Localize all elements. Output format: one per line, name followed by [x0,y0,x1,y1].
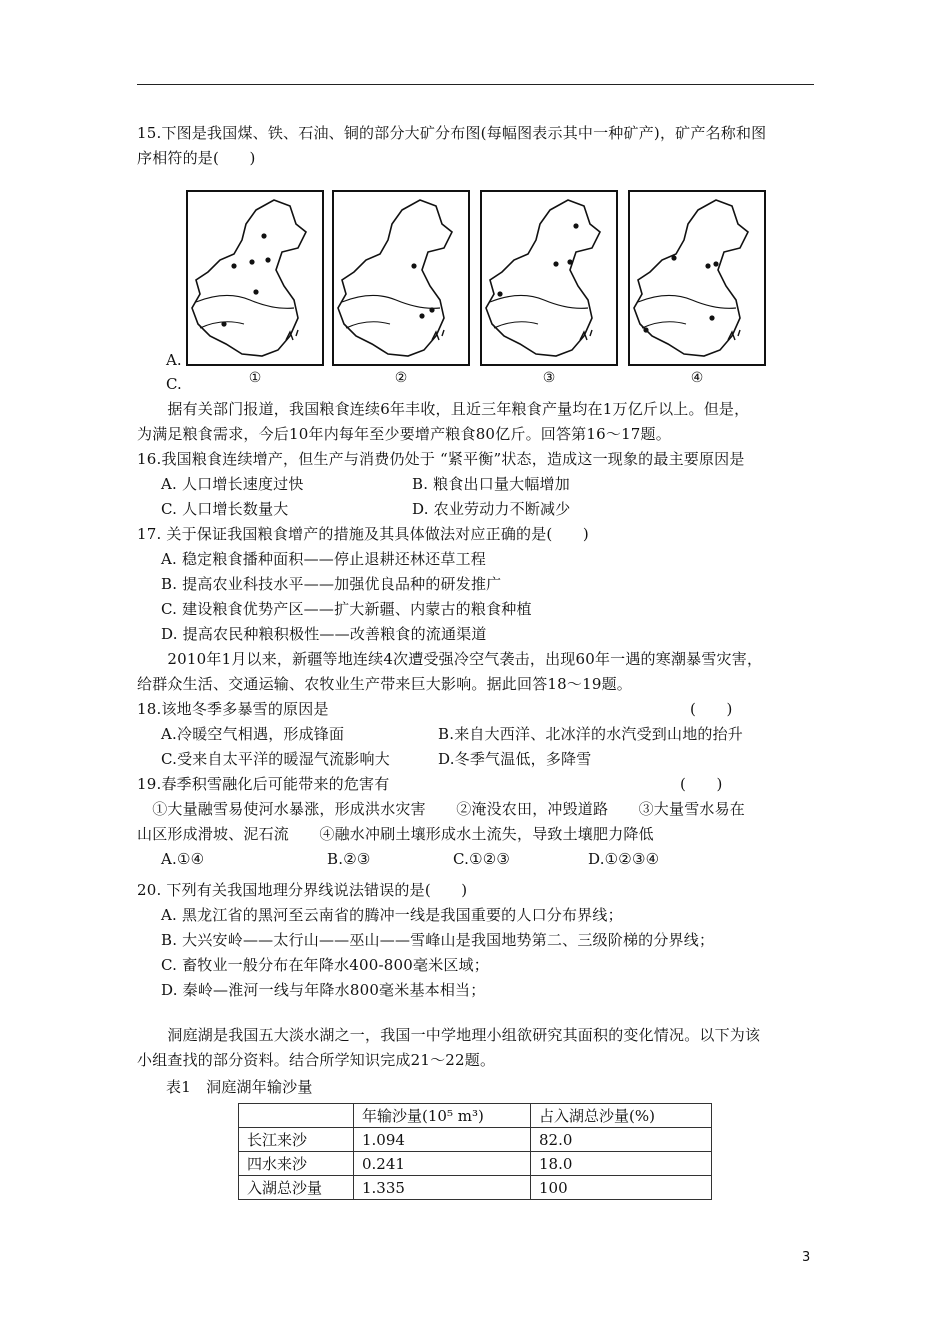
q18-option-a: A.冷暖空气相遇，形成锋面 [161,725,345,743]
map-4 [628,190,766,386]
page-number: 3 [802,1250,811,1265]
q19-option-c: C.①②③ [453,850,511,868]
table-cell: 入湖总沙量 [239,1176,354,1200]
grain-intro-line1: 据有关部门报道，我国粮食连续6年丰收，且近三年粮食产量均在1万亿斤以上。但是， [137,400,750,418]
map-4-label: ④ [690,370,704,386]
lake-intro-line2: 小组查找的部分资料。结合所学知识完成21～22题。 [137,1051,496,1069]
q15-option-c: C. [166,375,182,393]
table-header-cell: 年输沙量(10⁵ m³) [354,1104,531,1128]
table-cell: 1.094 [354,1128,531,1152]
q20-stem: 20. 下列有关我国地理分界线说法错误的是( ) [137,881,468,899]
q20-option-b: B. 大兴安岭——太行山——巫山——雪峰山是我国地势第二、三级阶梯的分界线； [161,931,715,949]
q16-option-b: B. 粮食出口量大幅增加 [412,475,570,493]
q18-stem: 18.该地冬季多暴雪的原因是 [137,700,329,718]
q16-option-a: A. 人口增长速度过快 [161,475,304,493]
q20-option-d: D. 秦岭—淮河一线与年降水800毫米基本相当； [161,981,486,999]
q16-stem: 16.我国粮食连续增产，但生产与消费仍处于 “紧平衡”状态，造成这一现象的最主要原因是 [137,450,745,468]
table-row [239,1128,712,1152]
map-1-label: ① [248,370,262,386]
q18-bracket: ( ) [690,700,733,718]
q15-option-a: A. [166,351,182,369]
q17-stem: 17. 关于保证我国粮食增产的措施及其具体做法对应正确的是( ) [137,525,589,543]
q17-option-a: A. 稳定粮食播种面积——停止退耕还林还草工程 [161,550,486,568]
table-cell: 长江来沙 [239,1128,354,1152]
snow-intro-line1: 2010年1月以来，新疆等地连续4次遭受强冷空气袭击，出现60年一遇的寒潮暴雪灾害， [137,650,763,668]
q17-option-b: B. 提高农业科技水平——加强优良品种的研发推广 [161,575,502,593]
header-rule [137,84,814,85]
table1-caption: 表1 洞庭湖年输沙量 [166,1078,313,1096]
table-row [239,1152,712,1176]
table-row [239,1176,712,1200]
lake-intro-line1: 洞庭湖是我国五大淡水湖之一，我国一中学地理小组欲研究其面积的变化情况。以下为该 [137,1026,761,1044]
table-cell: 100 [531,1176,712,1200]
q19-statements-line2: 山区形成滑坡、泥石流 ④融水冲刷土壤形成水土流失，导致土壤肥力降低 [137,825,654,843]
table-cell: 四水来沙 [239,1152,354,1176]
q17-option-c: C. 建设粮食优势产区——扩大新疆、内蒙古的粮食种植 [161,600,532,618]
sediment-table [238,1103,712,1200]
table-header-cell: 占入湖总沙量(%) [531,1104,712,1128]
q16-option-d: D. 农业劳动力不断减少 [412,500,571,518]
map-3 [480,190,618,386]
table-cell: 1.335 [354,1176,531,1200]
table-cell: 0.241 [354,1152,531,1176]
q18-option-c: C.受来自太平洋的暖湿气流影响大 [161,750,390,768]
china-map-4 [628,190,766,366]
q20-option-a: A. 黑龙江省的黑河至云南省的腾冲一线是我国重要的人口分布界线； [161,906,623,924]
q18-option-b: B.来自大西洋、北冰洋的水汽受到山地的抬升 [438,725,743,743]
china-map-2 [332,190,470,366]
grain-intro-line2: 为满足粮食需求，今后10年内每年至少要增产粮食80亿斤。回答第16～17题。 [137,425,671,443]
china-map-3 [480,190,618,366]
map-3-label: ③ [542,370,556,386]
table-cell: 18.0 [531,1152,712,1176]
mineral-maps [186,190,771,390]
table-cell: 82.0 [531,1128,712,1152]
snow-intro-line2: 给群众生活、交通运输、农牧业生产带来巨大影响。据此回答18～19题。 [137,675,632,693]
map-2 [332,190,470,386]
q20-option-c: C. 畜牧业一般分布在年降水400-800毫米区域； [161,956,490,974]
q15-stem-line1: 15.下图是我国煤、铁、石油、铜的部分大矿分布图(每幅图表示其中一种矿产)，矿产名称和图 [137,124,767,142]
q19-option-b: B.②③ [327,850,371,868]
q16-option-c: C. 人口增长数量大 [161,500,289,518]
map-1 [186,190,324,386]
q19-bracket: ( ) [680,775,723,793]
q19-stem: 19.春季积雪融化后可能带来的危害有 [137,775,390,793]
map-2-label: ② [394,370,408,386]
china-map-1 [186,190,324,366]
q19-statements-line1: ①大量融雪易使河水暴涨，形成洪水灾害 ②淹没农田，冲毁道路 ③大量雪水易在 [137,800,746,818]
q19-option-a: A.①④ [161,850,205,868]
table-header-row [239,1104,712,1128]
q18-option-d: D.冬季气温低，多降雪 [438,750,592,768]
q15-stem-line2: 序相符的是( ) [137,149,256,167]
table-header-cell [239,1104,354,1128]
q19-option-d: D.①②③④ [588,850,660,868]
q17-option-d: D. 提高农民种粮积极性——改善粮食的流通渠道 [161,625,487,643]
